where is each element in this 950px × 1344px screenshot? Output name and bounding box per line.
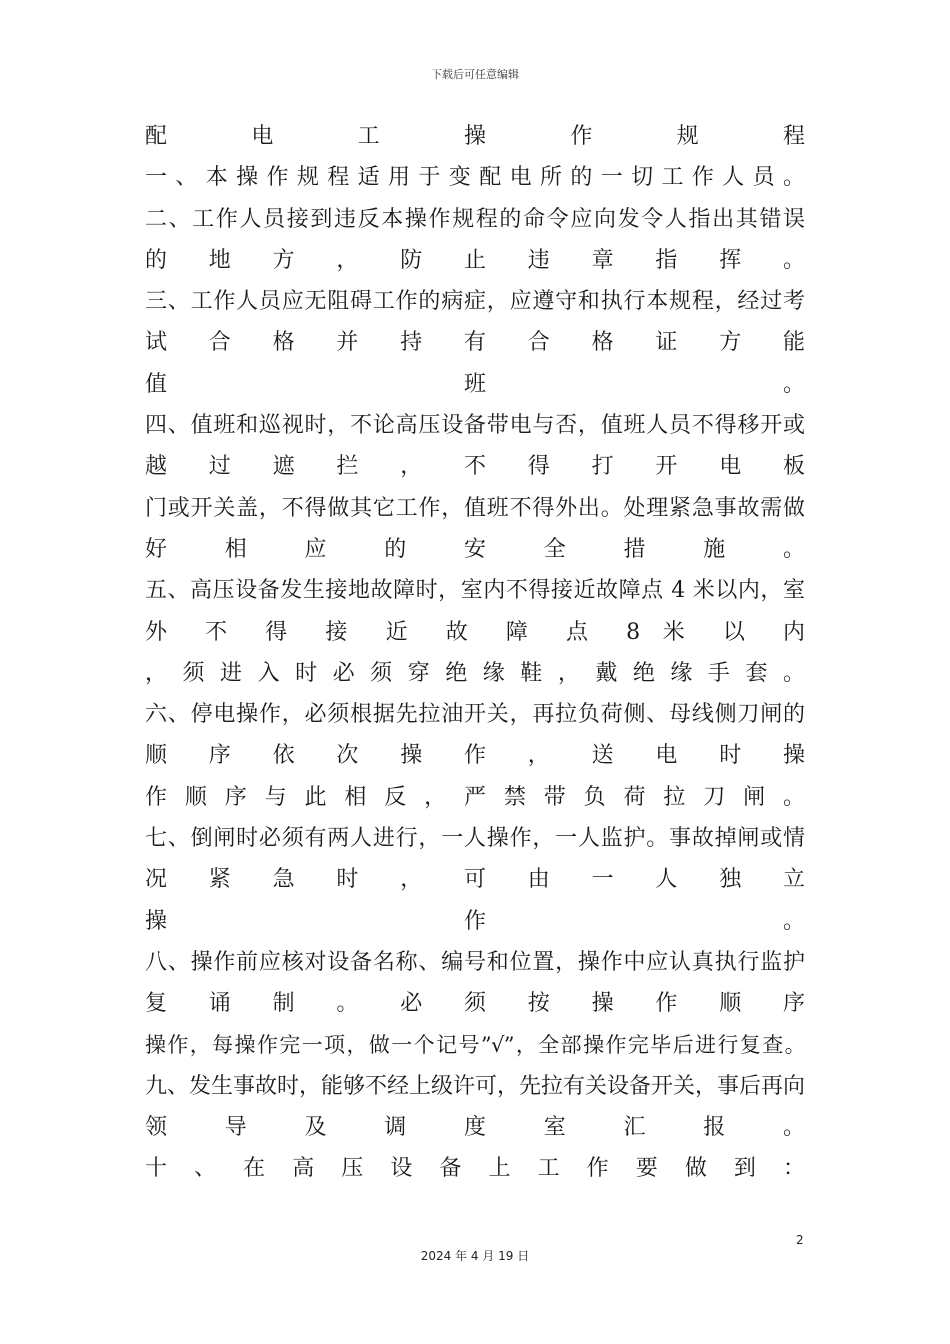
text-line: 门或开关盖，不得做其它工作，值班不得外出。处理紧急事故需做 bbox=[145, 495, 805, 521]
footer-date: 2024 年 4 月 19 日 bbox=[420, 1249, 530, 1263]
text-line: 七、倒闸时必须有两人进行，一人操作，一人监护。事故掉闸或情 bbox=[145, 826, 805, 852]
text-line: 六、停电操作，必须根据先拉油开关，再拉负荷侧、母线侧刀闸的 bbox=[145, 702, 805, 728]
text-line: 外 不 得 接 近 故 障 点 8 米 以 内 bbox=[145, 619, 805, 645]
text-line: 领 导 及 调 度 室 汇 报 。 bbox=[145, 1115, 805, 1141]
text-line: 十 、 在 高 压 设 备 上 工 作 要 做 到 ： bbox=[145, 1156, 805, 1182]
text-line: ， 须 进 入 时 必 须 穿 绝 缘 鞋 ， 戴 绝 缘 手 套 。 bbox=[145, 660, 805, 686]
document-title: 配 电 工 操 作 规 程 bbox=[145, 124, 805, 149]
text-line: 复 诵 制 。 必 须 按 操 作 顺 序 bbox=[145, 991, 805, 1017]
page-header: 下载后可任意编辑 bbox=[431, 68, 519, 81]
text-line: 八、操作前应核对设备名称、编号和位置，操作中应认真执行监护 bbox=[145, 949, 805, 975]
text-line: 五、高压设备发生接地故障时，室内不得接近故障点 4 米以内，室 bbox=[145, 578, 805, 604]
page-number: 2 bbox=[796, 1233, 804, 1247]
text-line: 三、工作人员应无阻碍工作的病症，应遵守和执行本规程，经过考 bbox=[145, 289, 805, 315]
text-line: 越 过 遮 拦 ， 不 得 打 开 电 板 bbox=[145, 454, 805, 480]
text-line: 试 合 格 并 持 有 合 格 证 方 能 bbox=[145, 330, 805, 356]
text-line: 四、值班和巡视时，不论高压设备带电与否，值班人员不得移开或 bbox=[145, 413, 805, 439]
text-line: 二、工作人员接到违反本操作规程的命令应向发令人指出其错误 bbox=[145, 206, 805, 232]
text-line: 顺 序 依 次 操 作 ， 送 电 时 操 bbox=[145, 743, 805, 769]
document-body bbox=[145, 116, 805, 1190]
text-line: 值 班 。 bbox=[145, 371, 805, 397]
text-line: 好 相 应 的 安 全 措 施 。 bbox=[145, 536, 805, 562]
text-line: 操作，每操作完一项，做一个记号”√”，全部操作完毕后进行复查。 bbox=[145, 1032, 805, 1057]
text-line: 况 紧 急 时 ， 可 由 一 人 独 立 bbox=[145, 867, 805, 893]
text-line: 九、发生事故时，能够不经上级许可，先拉有关设备开关，事后再向 bbox=[145, 1073, 805, 1099]
text-line: 操 作 。 bbox=[145, 908, 805, 934]
text-line: 的 地 方 ， 防 止 违 章 指 挥 。 bbox=[145, 247, 805, 273]
text-line: 一 、 本 操 作 规 程 适 用 于 变 配 电 所 的 一 切 工 作 人 员 。 bbox=[145, 165, 805, 191]
text-line: 作 顺 序 与 此 相 反 ， 严 禁 带 负 荷 拉 刀 闸 。 bbox=[145, 784, 805, 810]
